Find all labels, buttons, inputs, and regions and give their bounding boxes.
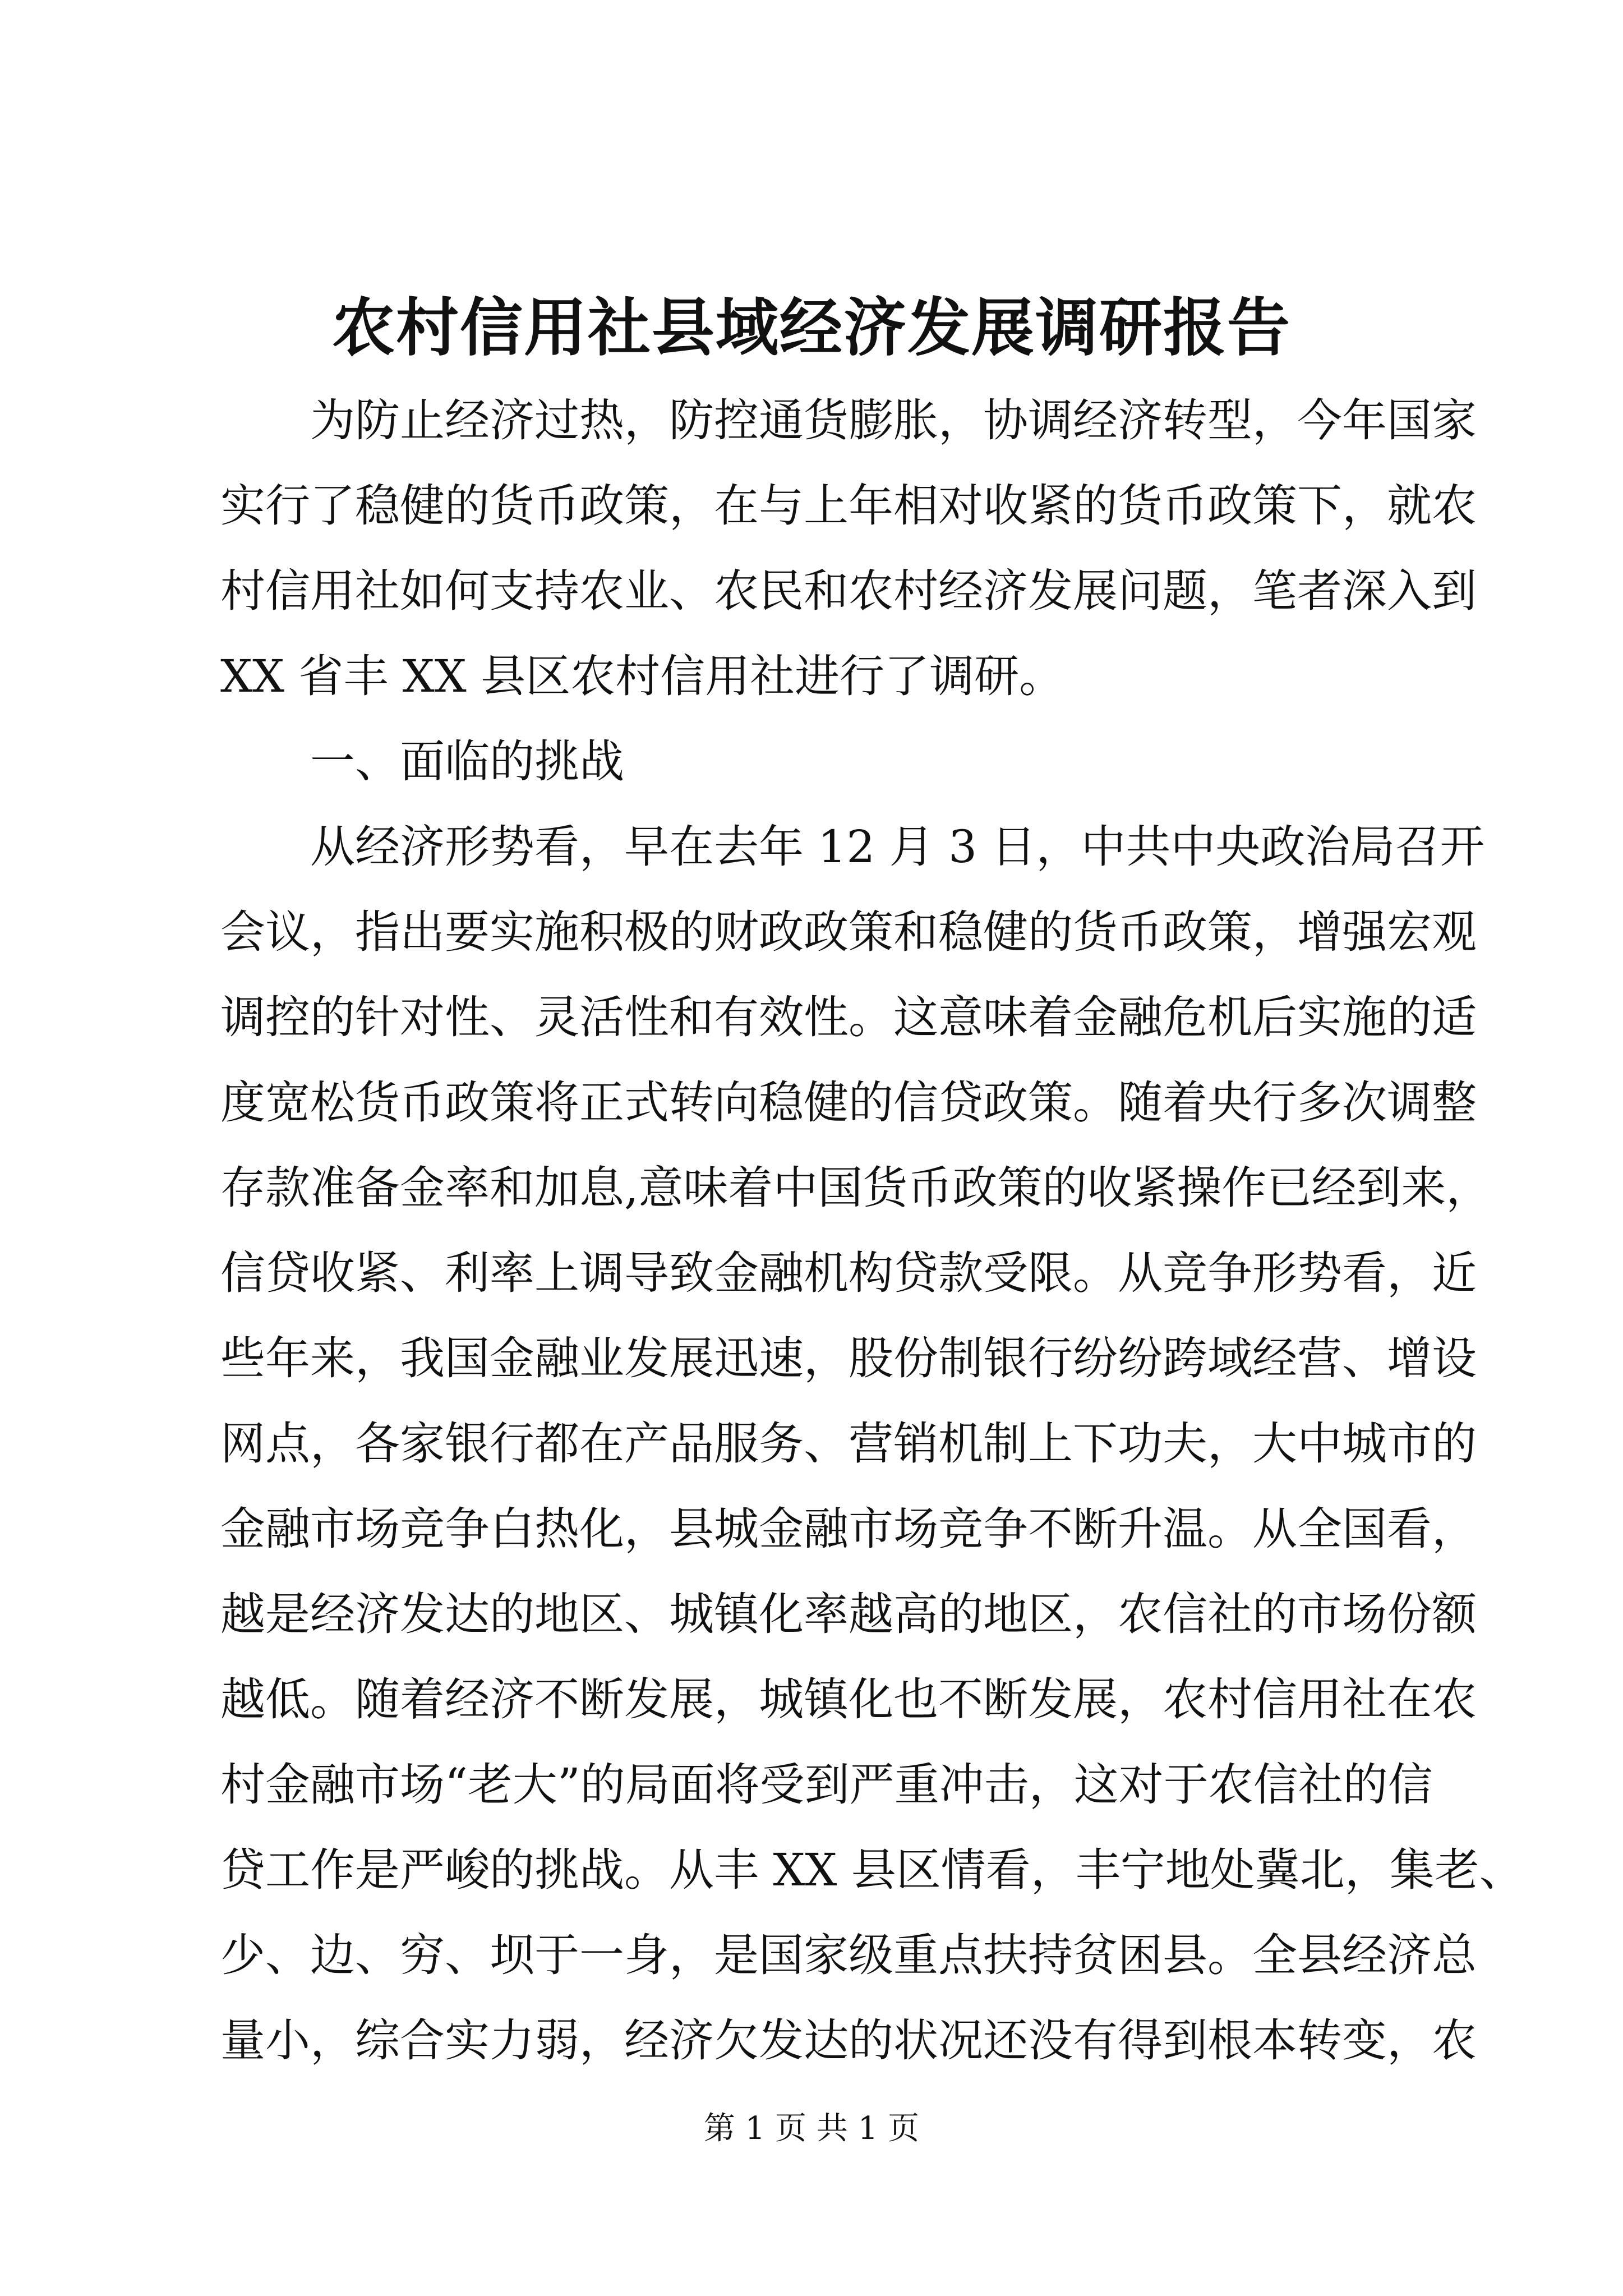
text-line: XX 省丰 XX 县区农村信用社进行了调研。 <box>220 650 1064 702</box>
text-line: 信贷收紧、利率上调导致金融机构贷款受限。从竞争形势看，近 <box>220 1247 1477 1299</box>
text-line: 调控的针对性、灵活性和有效性。这意味着金融危机后实施的适 <box>220 991 1477 1043</box>
text-line: 越是经济发达的地区、城镇化率越高的地区，农信社的市场份额 <box>220 1588 1477 1640</box>
text-line: 村信用社如何支持农业、农民和农村经济发展问题，笔者深入到 <box>220 565 1477 617</box>
text-line: 存款准备金率和加息,意味着中国货币政策的收紧操作已经到来， <box>220 1162 1491 1214</box>
text-line: 越低。随着经济不断发展，城镇化也不断发展，农村信用社在农 <box>220 1673 1477 1726</box>
text-line: 会议，指出要实施积极的财政政策和稳健的货币政策，增强宏观 <box>220 906 1477 958</box>
text-line: 度宽松货币政策将正式转向稳健的信贷政策。随着央行多次调整 <box>220 1076 1477 1129</box>
text-line: 网点，各家银行都在产品服务、营销机制上下功夫，大中城市的 <box>220 1418 1477 1470</box>
text-line: 些年来，我国金融业发展迅速，股份制银行纷纷跨域经营、增设 <box>220 1332 1477 1384</box>
text-line: 贷工作是严峻的挑战。从丰 XX 县区情看，丰宁地处冀北，集老、 <box>220 1844 1524 1896</box>
page-footer: 第 1 页 共 1 页 <box>703 2110 920 2147</box>
text-line: 从经济形势看，早在去年 12 月 3 日，中共中央政治局召开 <box>310 821 1485 873</box>
text-line: 金融市场竞争白热化，县城金融市场竞争不断升温。从全国看， <box>220 1503 1477 1555</box>
text-line: 村金融市场“老大”的局面将受到严重冲击，这对于农信社的信 <box>220 1759 1433 1811</box>
text-line: 一、面临的挑战 <box>310 735 624 788</box>
text-line: 为防止经济过热，防控通货膨胀，协调经济转型，今年国家 <box>310 394 1477 447</box>
document-body <box>220 378 1524 2083</box>
document-title: 农村信用社县域经济发展调研报告 <box>332 291 1291 365</box>
text-line: 少、边、穷、坝于一身，是国家级重点扶持贫困县。全县经济总 <box>220 1929 1477 1981</box>
text-line: 量小，综合实力弱，经济欠发达的状况还没有得到根本转变，农 <box>220 2014 1477 2067</box>
text-line: 实行了稳健的货币政策，在与上年相对收紧的货币政策下，就农 <box>220 480 1477 532</box>
